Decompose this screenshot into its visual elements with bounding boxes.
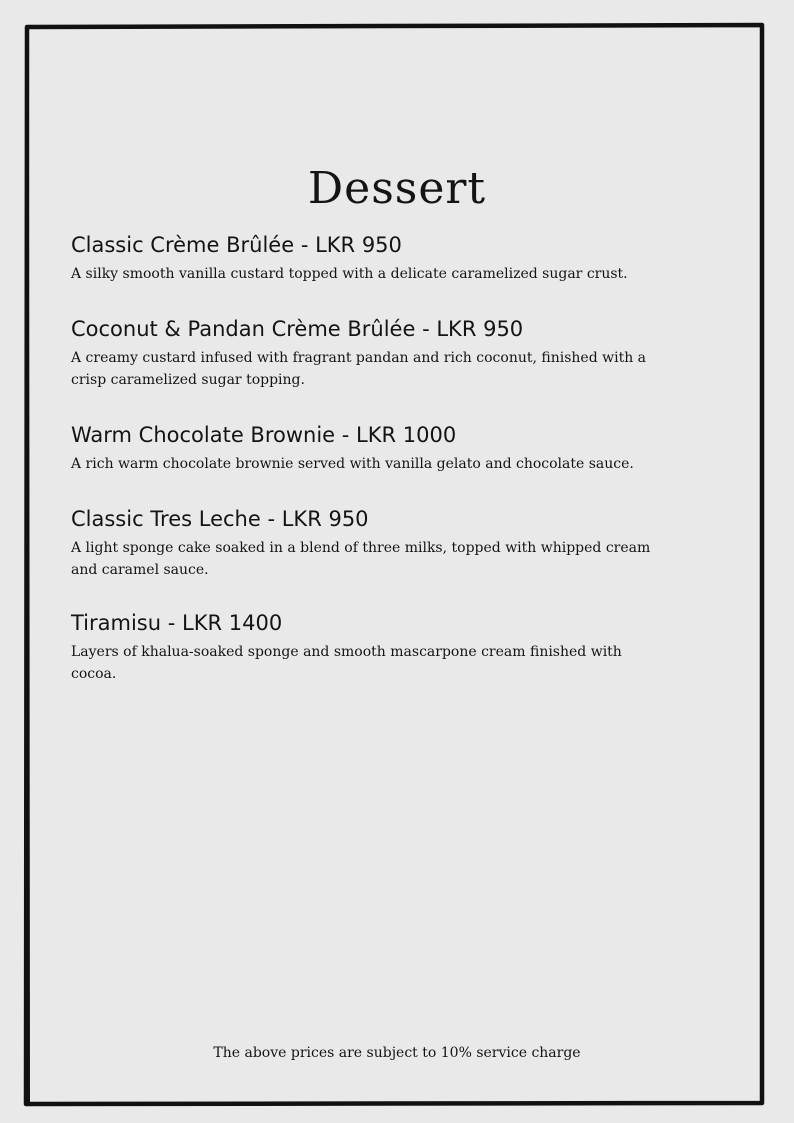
menu-item-name: Tiramisu	[71, 611, 162, 635]
menu-item-price: LKR 950	[315, 233, 402, 257]
menu-item-description: A creamy custard infused with fragrant pandan and rich coconut, finished with a crisp caramelized sugar topping.	[71, 350, 647, 388]
menu-item	[71, 315, 691, 421]
menu-item-description: A rich warm chocolate brownie served with vanilla gelato and chocolate sauce.	[71, 456, 634, 472]
menu-item-separator: -	[335, 423, 357, 447]
menu-item-heading	[71, 421, 691, 449]
menu-item-heading	[71, 609, 691, 637]
menu-item	[71, 505, 691, 609]
menu-item-separator: -	[161, 611, 182, 635]
menu-item-price: LKR 950	[281, 507, 369, 531]
menu-item-description: Layers of khalua-soaked sponge and smooth mascarpone cream finished with cocoa.	[71, 644, 622, 682]
menu-item-name: Classic Crème Brûlée	[71, 233, 295, 257]
menu-item-name: Classic Tres Leche	[71, 507, 261, 531]
menu-item-heading	[71, 505, 691, 533]
menu-item-heading	[71, 315, 691, 343]
menu-title: Dessert	[307, 163, 487, 215]
menu-item	[71, 421, 691, 505]
menu-item-description: A light sponge cake soaked in a blend of three milks, topped with whipped cream and caramel sauce.	[71, 540, 651, 578]
menu-item-price: LKR 950	[436, 317, 524, 341]
menu-item	[71, 609, 691, 689]
menu-item-price: LKR 1400	[182, 611, 283, 635]
dessert-list	[71, 231, 691, 689]
menu-item-separator: -	[294, 233, 316, 257]
menu-item-name: Warm Chocolate Brownie	[71, 423, 336, 447]
service-charge-note: The above prices are subject to 10% service charge	[213, 1045, 581, 1061]
menu-item-description: A silky smooth vanilla custard topped with a delicate caramelized sugar crust.	[71, 266, 628, 282]
menu-item-separator: -	[260, 507, 282, 531]
menu-item-heading	[71, 231, 691, 259]
menu-item-separator: -	[415, 317, 437, 341]
menu-item-name: Coconut & Pandan Crème Brûlée	[71, 317, 416, 341]
menu-item	[71, 231, 691, 315]
menu-item-price: LKR 1000	[356, 423, 457, 447]
